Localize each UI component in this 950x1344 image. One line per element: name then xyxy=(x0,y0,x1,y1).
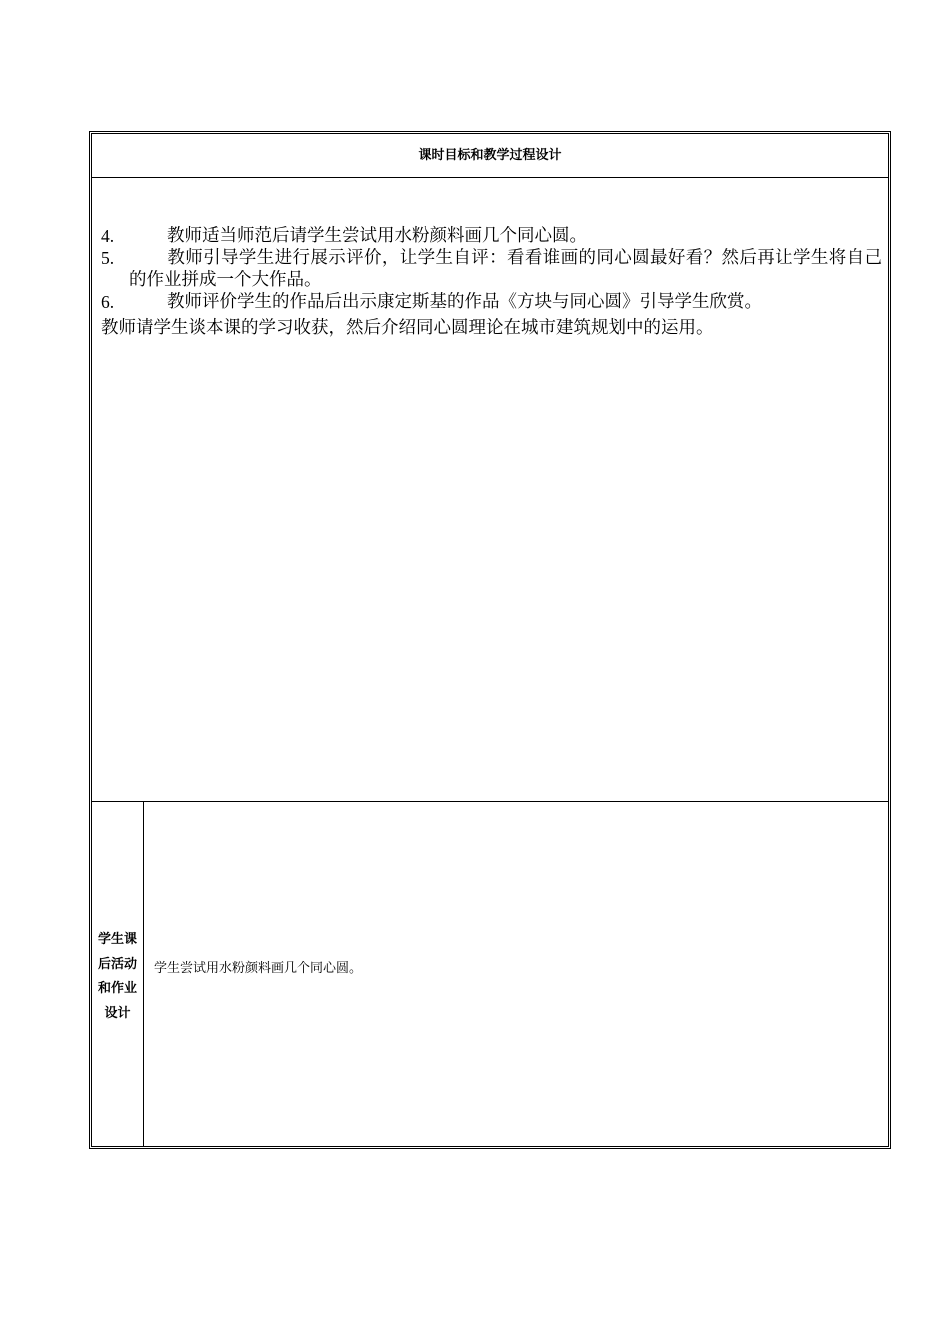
teaching-process-cell xyxy=(92,178,888,802)
teaching-process-text xyxy=(101,225,882,339)
list-item xyxy=(101,291,882,313)
list-item-number: 4. xyxy=(101,226,115,246)
list-item-text: 教师引导学生进行展示评价，让学生自评：看看谁画的同心圆最好看？然后再让学生将自己的作业拼成一个大作品。 xyxy=(129,248,882,290)
after-class-label-cell xyxy=(92,802,144,1146)
after-class-value-cell xyxy=(144,802,888,1146)
list-item-number: 6. xyxy=(101,292,115,312)
table-header xyxy=(92,134,888,178)
summary-paragraph: 教师请学生谈本课的学习收获，然后介绍同心圆理论在城市建筑规划中的运用。 xyxy=(101,318,714,338)
after-class-value: 学生尝试用水粉颜料画几个同心圆。 xyxy=(154,961,363,976)
after-class-row xyxy=(92,802,888,1146)
list-item xyxy=(101,247,882,291)
after-class-label: 学生课后活动和作业设计 xyxy=(97,932,137,1021)
lesson-plan-table xyxy=(89,131,891,1149)
table-header-title: 课时目标和教学过程设计 xyxy=(418,148,562,163)
list-item xyxy=(101,225,882,247)
list-item-text: 教师适当师范后请学生尝试用水粉颜料画几个同心圆。 xyxy=(167,226,587,246)
list-item-number: 5. xyxy=(101,248,115,268)
list-item-text: 教师评价学生的作品后出示康定斯基的作品《方块与同心圆》引导学生欣赏。 xyxy=(167,292,762,312)
